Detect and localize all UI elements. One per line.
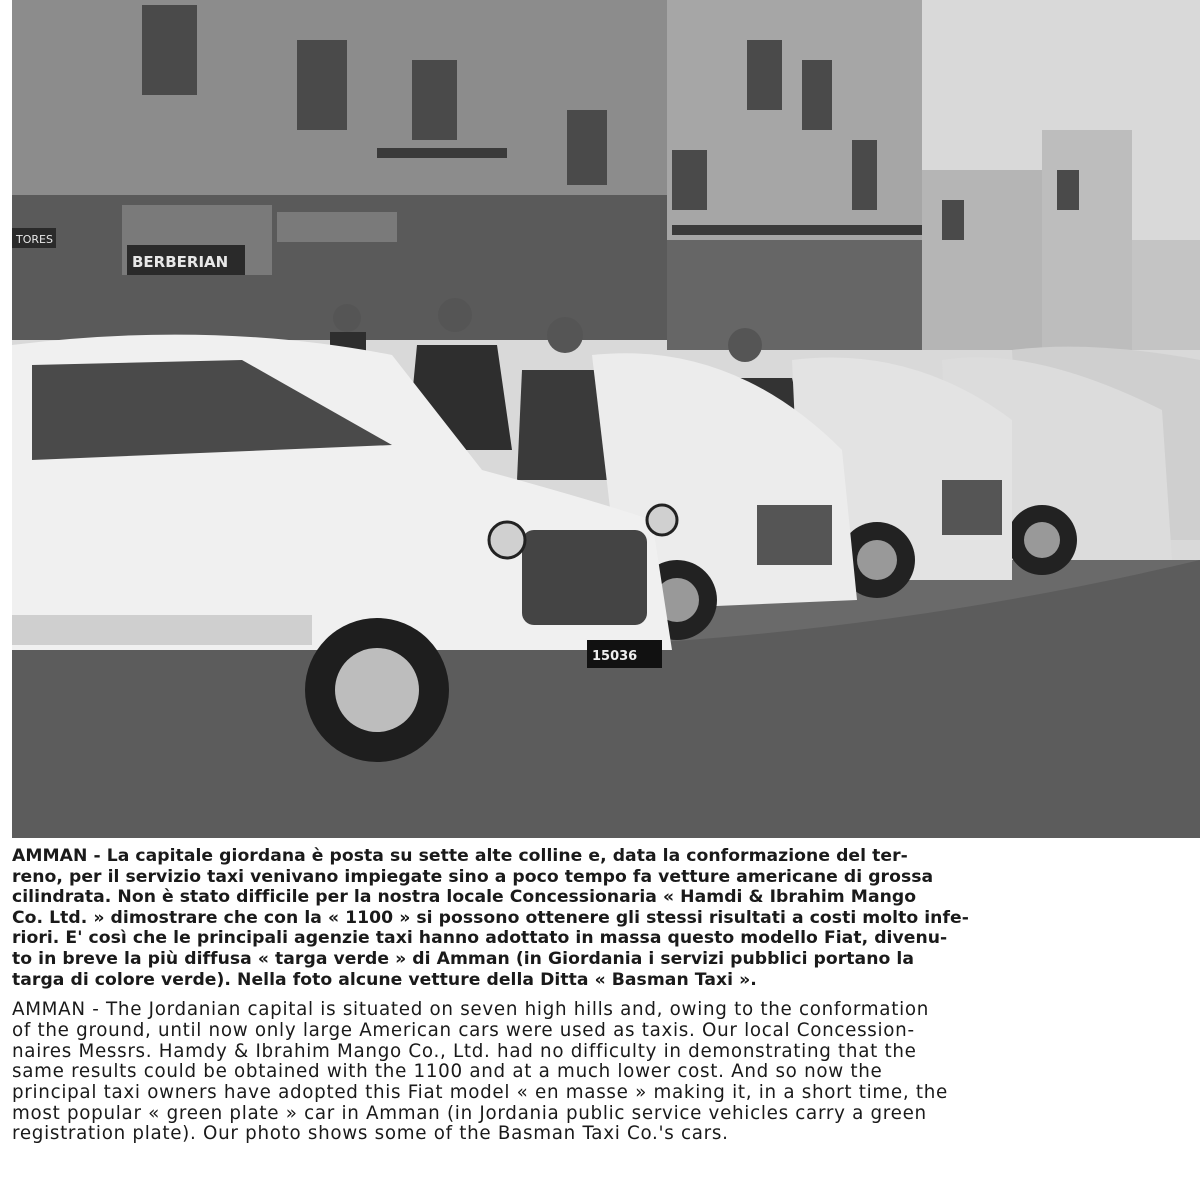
caption-en-line: naires Messrs. Hamdy & Ibrahim Mango Co., Ltd. had no difficulty in demonstrating that the: [12, 1040, 917, 1062]
caption-it-line: to in breve la più diffusa « targa verde » di Amman (in Giordania i servizi pubblici portano la: [12, 948, 914, 969]
caption-en-line: registration plate). Our photo shows some of the Basman Taxi Co.'s cars.: [12, 1123, 729, 1145]
caption-it-line: cilindrata. Non è stato difficile per la nostra locale Concessionaria « Hamdi & Ibrahim Mango: [12, 887, 917, 908]
shop-sign-left: [12, 228, 56, 248]
svg-text:TORES: TORES: [16, 233, 53, 246]
caption-en-line: of the ground, until now only large American cars were used as taxis. Our local Concession-: [12, 1019, 915, 1041]
caption-en-line: AMMAN - The Jordanian capital is situated on seven high hills and, owing to the conformation: [12, 999, 930, 1021]
captions: [12, 846, 1192, 1145]
caption-italian: [12, 846, 1192, 990]
caption-english: [12, 1000, 1192, 1145]
shop-sign-berberian: [127, 245, 245, 275]
caption-it-line: Co. Ltd. » dimostrare che con la « 1100 » si possono ottenere gli stessi risultati a costi molto infe-: [12, 907, 969, 928]
svg-text:15036: 15036: [592, 649, 638, 664]
svg-text:BERBERIAN: BERBERIAN: [132, 253, 229, 271]
caption-it-line: AMMAN - La capitale giordana è posta su sette alte colline e, data la conformazione del ter-: [12, 846, 908, 866]
caption-it-line: riori. E' così che le principali agenzie taxi hanno adottato in massa questo modello Fiat, divenu-: [12, 928, 948, 949]
license-plate: [587, 640, 662, 668]
caption-it-line: reno, per il servizio taxi venivano impiegate sino a poco tempo fa vetture americane di grossa: [12, 866, 934, 887]
caption-en-line: same results could be obtained with the 1100 and at a much lower cost. And so now the: [12, 1061, 883, 1083]
news-photo: [12, 0, 1200, 838]
street-scene-illustration: [12, 0, 1200, 838]
caption-it-line: targa di colore verde). Nella foto alcune vetture della Ditta « Basman Taxi ».: [12, 969, 757, 990]
caption-en-line: principal taxi owners have adopted this Fiat model « en masse » making it, in a short time, the: [12, 1081, 948, 1103]
caption-en-line: most popular « green plate » car in Amman (in Jordania public service vehicles carry a green: [12, 1102, 927, 1124]
